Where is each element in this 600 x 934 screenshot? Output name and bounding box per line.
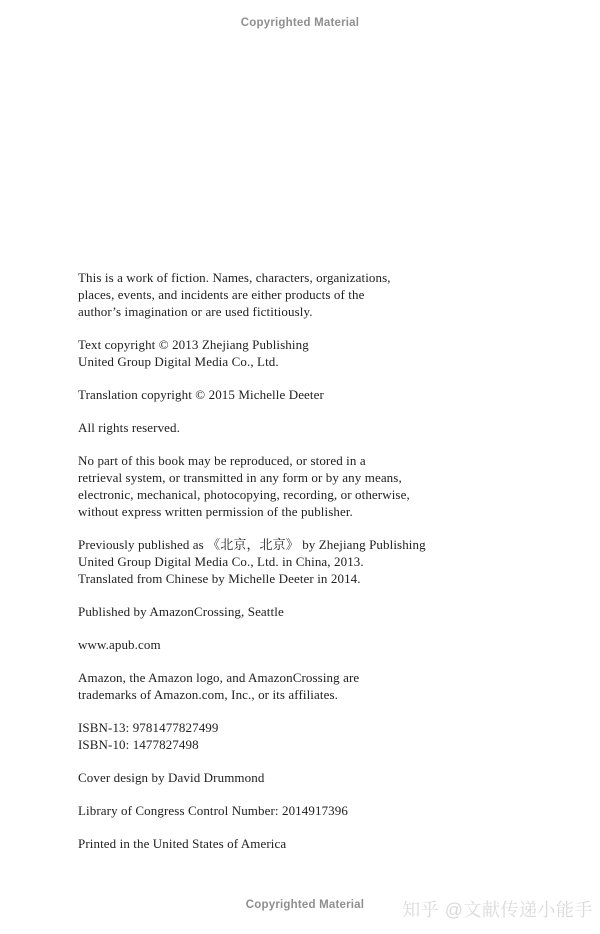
paragraph-previously-published	[78, 536, 498, 587]
text-line: trademarks of Amazon.com, Inc., or its affiliates.	[78, 687, 338, 702]
paragraph-printed-in	[78, 835, 498, 852]
copyrighted-material-header: Copyrighted Material	[240, 17, 360, 29]
paragraph-website	[78, 636, 498, 653]
paragraph-isbn	[78, 719, 498, 753]
copyright-text-block	[78, 269, 498, 852]
paragraph-lccn	[78, 802, 498, 819]
paragraph-text-copyright	[78, 336, 498, 370]
text-line: retrieval system, or transmitted in any form or by any means,	[78, 470, 402, 485]
text-line: Cover design by David Drummond	[78, 770, 265, 785]
isbn-13-line: ISBN-13: 9781477827499	[78, 720, 219, 735]
text-line: Library of Congress Control Number: 2014917396	[78, 803, 348, 818]
text-line: No part of this book may be reproduced, or stored in a	[78, 453, 366, 468]
paragraph-fiction-disclaimer	[78, 269, 498, 320]
copyrighted-material-footer: Copyrighted Material	[245, 899, 365, 911]
text-line: Published by AmazonCrossing, Seattle	[78, 604, 284, 619]
publisher-url: www.apub.com	[78, 637, 161, 652]
isbn-10-line: ISBN-10: 1477827498	[78, 737, 199, 752]
zhihu-watermark: 知乎 @文献传递小能手	[402, 900, 593, 920]
text-line: This is a work of fiction. Names, characters, organizations,	[78, 270, 391, 285]
text-line: author’s imagination or are used fictitiously.	[78, 304, 313, 319]
paragraph-translation-copyright	[78, 386, 498, 403]
text-line: electronic, mechanical, photocopying, recording, or otherwise,	[78, 487, 410, 502]
paragraph-rights-reserved	[78, 419, 498, 436]
text-line: without express written permission of the publisher.	[78, 504, 353, 519]
text-line: Translation copyright © 2015 Michelle Deeter	[78, 387, 324, 402]
text-line: United Group Digital Media Co., Ltd. in China, 2013.	[78, 554, 364, 569]
text-line: Amazon, the Amazon logo, and AmazonCrossing are	[78, 670, 360, 685]
text-line: places, events, and incidents are either products of the	[78, 287, 365, 302]
text-line: All rights reserved.	[78, 420, 181, 435]
text-line: Translated from Chinese by Michelle Deeter in 2014.	[78, 571, 361, 586]
text-line: Printed in the United States of America	[78, 836, 287, 851]
paragraph-trademarks	[78, 669, 498, 703]
text-line: United Group Digital Media Co., Ltd.	[78, 354, 279, 369]
paragraph-publisher	[78, 603, 498, 620]
paragraph-no-reproduction	[78, 452, 498, 520]
text-line: Text copyright © 2013 Zhejiang Publishing	[78, 337, 309, 352]
text-line: Previously published as 《北京，北京》 by Zhejiang Publishing	[78, 537, 426, 552]
paragraph-cover-design	[78, 769, 498, 786]
